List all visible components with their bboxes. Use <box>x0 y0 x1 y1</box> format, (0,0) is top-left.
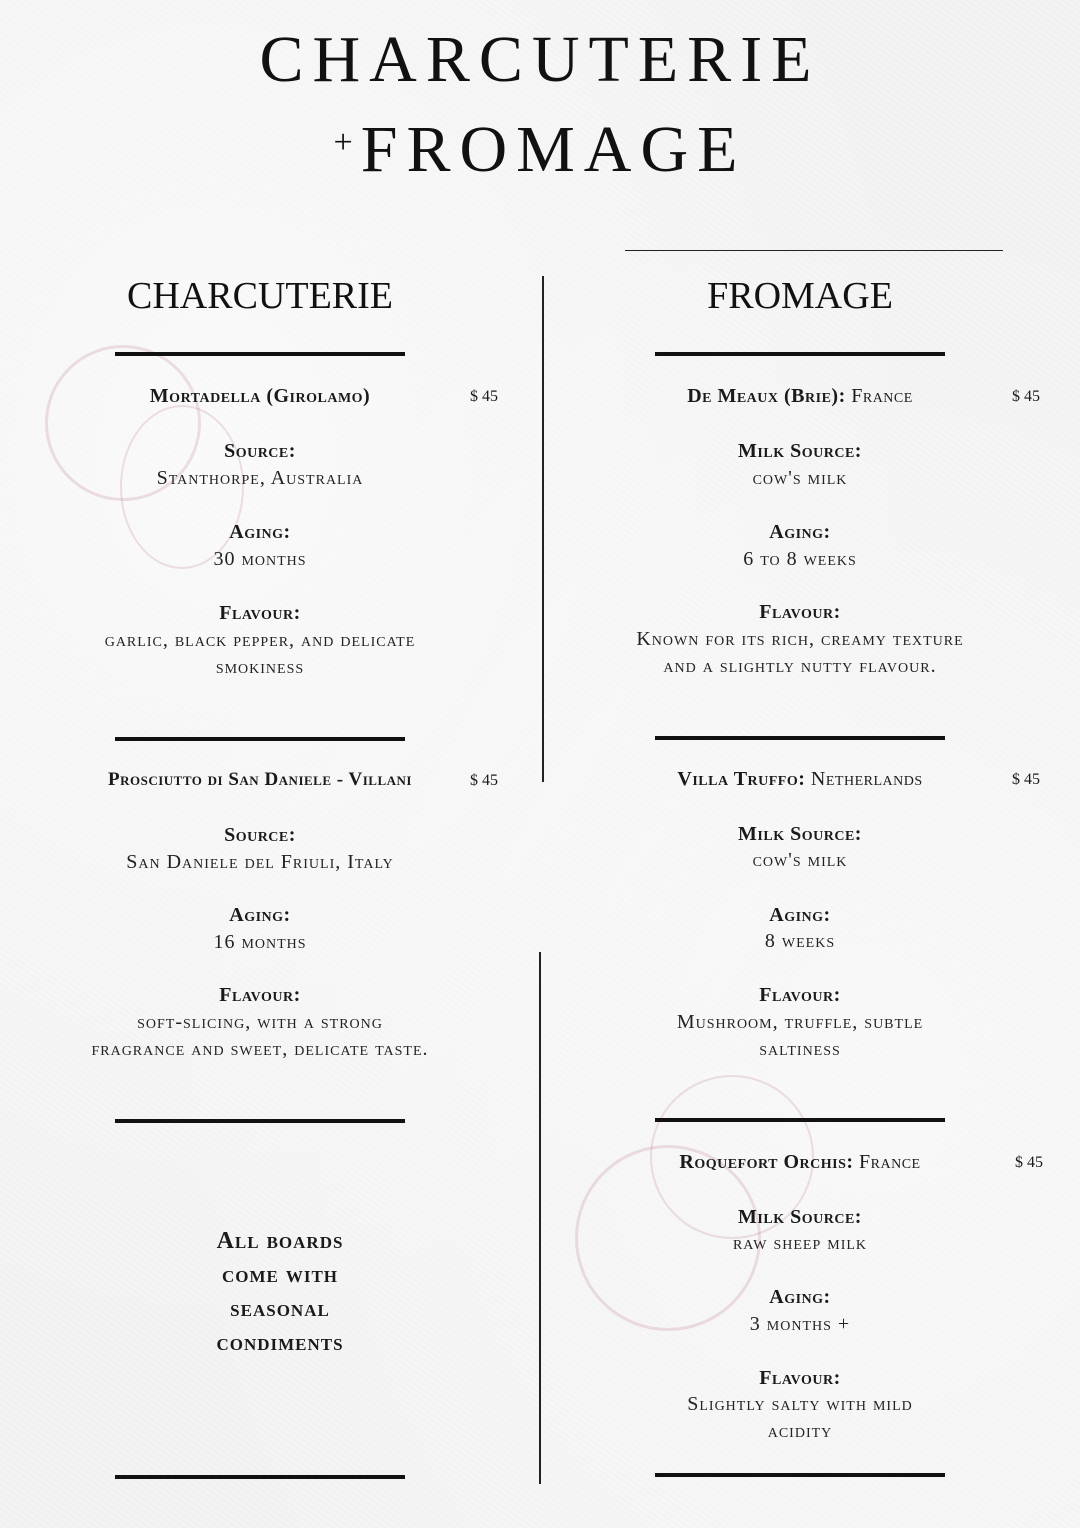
fromage-heading: FROMAGE <box>707 275 893 317</box>
flavour-line: acidity <box>767 1420 833 1442</box>
aging-value: 8 weeks <box>764 930 836 952</box>
cheese-name: Roquefort Orchis: <box>679 1151 854 1173</box>
cheese-origin: Netherlands <box>810 768 923 790</box>
flavour-line: Mushroom, truffle, subtle <box>676 1011 924 1033</box>
flavour-line: and a slightly nutty flavour. <box>663 655 937 677</box>
aging-value: 3 months + <box>749 1313 851 1335</box>
note-line: condiments <box>216 1330 344 1356</box>
section-rule <box>655 1473 945 1477</box>
aging-label: Aging: <box>769 904 831 926</box>
aging-label: Aging: <box>769 521 831 543</box>
source-label: Source: <box>224 824 296 846</box>
source-value: San Daniele del Friuli, Italy <box>126 851 394 873</box>
flavour-value <box>580 626 1020 680</box>
milk-source-value: raw sheep milk <box>732 1232 868 1254</box>
item-price: $ 45 <box>1012 771 1040 788</box>
item-name <box>600 768 1000 791</box>
item-name <box>600 1151 1000 1174</box>
milk-source-value: cow's milk <box>752 467 848 489</box>
aging-value: 16 months <box>213 931 307 953</box>
flavour-line: Slightly salty with mild <box>687 1393 913 1415</box>
column-divider-top <box>542 276 544 782</box>
page-title-line1: CHARCUTERIE <box>259 23 821 96</box>
header-divider <box>625 250 1003 251</box>
flavour-value <box>580 1009 1020 1063</box>
item-price: $ 45 <box>1012 388 1040 405</box>
milk-source-label: Milk Source: <box>738 823 862 845</box>
milk-source-value: cow's milk <box>752 849 848 871</box>
aging-label: Aging: <box>229 904 291 926</box>
page-title-fromage: FROMAGE <box>360 113 747 186</box>
plus-sign: + <box>333 124 353 161</box>
milk-source-label: Milk Source: <box>738 440 862 462</box>
aging-label: Aging: <box>769 1286 831 1308</box>
charcuterie-heading: CHARCUTERIE <box>127 275 393 317</box>
item-price: $ 45 <box>470 772 498 789</box>
section-rule <box>115 1475 405 1479</box>
item-price: $ 45 <box>470 388 498 405</box>
flavour-label: Flavour: <box>759 1367 841 1389</box>
column-divider-bottom <box>539 952 541 1484</box>
flavour-label: Flavour: <box>219 602 301 624</box>
flavour-line: soft-slicing, with a strong <box>137 1011 383 1033</box>
cheese-name: Villa Truffo: <box>677 768 806 790</box>
flavour-value <box>30 1009 490 1063</box>
aging-value: 30 months <box>213 548 307 570</box>
flavour-line: smokiness <box>215 656 305 678</box>
section-rule <box>115 1119 405 1123</box>
source-value: Stanthorpe, Australia <box>156 467 364 489</box>
flavour-value <box>40 627 480 681</box>
note-line: seasonal <box>230 1296 330 1322</box>
note-line: All boards <box>216 1228 344 1254</box>
aging-label: Aging: <box>229 521 291 543</box>
flavour-label: Flavour: <box>759 984 841 1006</box>
cheese-origin: France <box>859 1151 921 1173</box>
flavour-label: Flavour: <box>759 601 841 623</box>
flavour-value <box>580 1391 1020 1445</box>
item-price: $ 45 <box>1015 1154 1043 1171</box>
milk-source-label: Milk Source: <box>738 1206 862 1228</box>
cheese-name: De Meaux (Brie): <box>687 385 846 407</box>
boards-note <box>130 1224 430 1360</box>
flavour-line: garlic, black pepper, and delicate <box>104 629 416 651</box>
cheese-origin: France <box>851 385 913 407</box>
section-rule <box>115 737 405 741</box>
section-rule <box>655 352 945 356</box>
section-rule <box>655 736 945 740</box>
item-name: Mortadella (Girolamo) <box>149 385 371 407</box>
flavour-line: Known for its rich, creamy texture <box>636 628 964 650</box>
flavour-line: fragrance and sweet, delicate taste. <box>91 1038 429 1060</box>
section-rule <box>115 352 405 356</box>
source-label: Source: <box>224 440 296 462</box>
section-rule <box>655 1118 945 1122</box>
flavour-line: saltiness <box>759 1038 841 1060</box>
note-line: come with <box>221 1262 339 1288</box>
page-title-line2 <box>0 112 1080 188</box>
aging-value: 6 to 8 weeks <box>743 548 857 570</box>
item-name <box>600 385 1000 408</box>
item-name: Prosciutto di San Daniele - Villani <box>108 769 412 790</box>
flavour-label: Flavour: <box>219 984 301 1006</box>
